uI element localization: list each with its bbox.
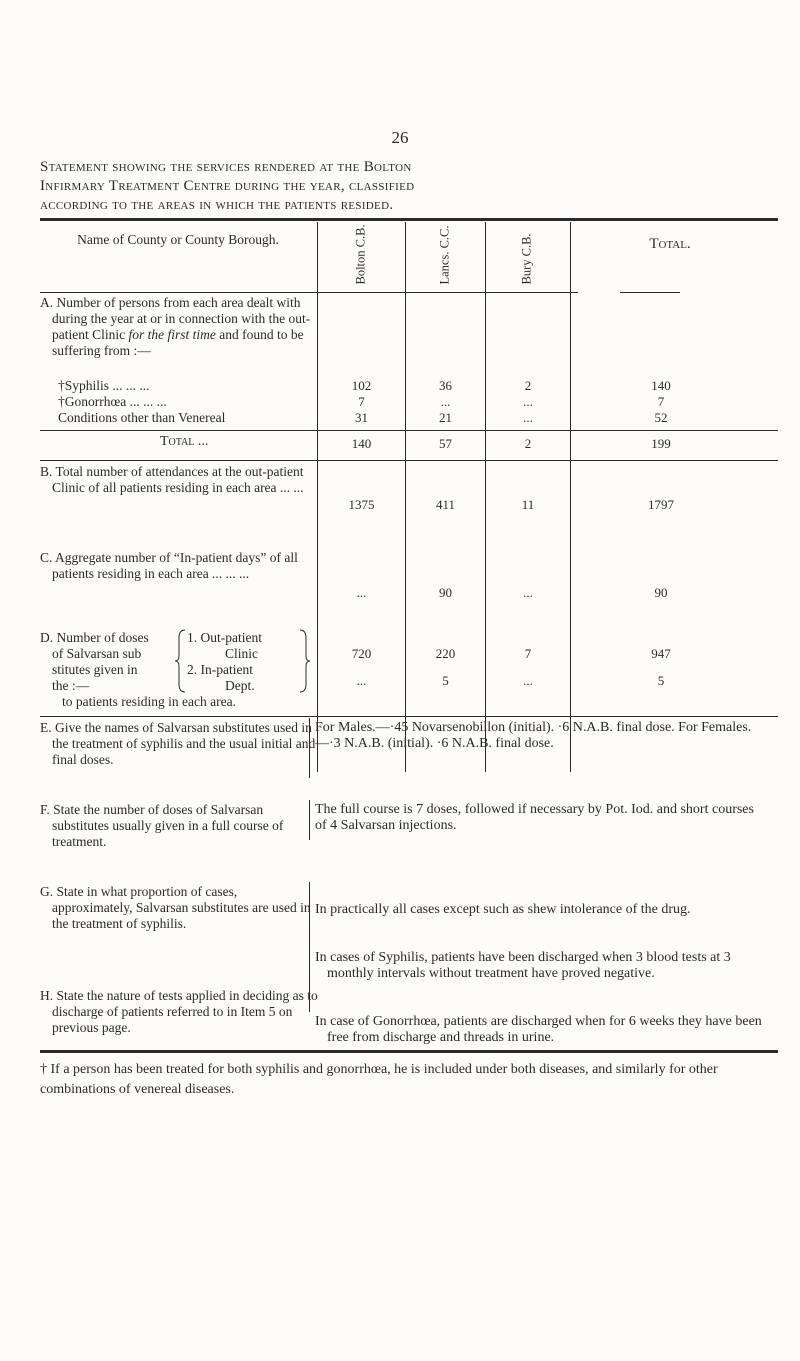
gonorrhoea-bury: ... xyxy=(523,394,533,409)
gonorrhoea-bolton: 7 xyxy=(358,394,365,409)
section-d-label-3: stitutes given in xyxy=(52,662,138,677)
table-bottom-rule xyxy=(40,1050,778,1053)
total-row-label: Total ... xyxy=(160,434,209,449)
sub2-label-b: Dept. xyxy=(225,678,255,693)
section-e-answer: For Males.—·45 Novarsenobillon (initial). ·6 N.A.B. final dose. For Females.—·3 N.A.B. (initial). ·6 N.A.B. final dose. xyxy=(315,720,752,751)
section-h-answer-syphilis: In cases of Syphilis, patients have been discharged when 3 blood tests at 3 monthly intervals without treatment have proved negative. xyxy=(315,950,731,981)
section-a-label: A. Number of persons from each area dealt with during the year at or in connection with the out-patient Clinic for the first time and found to be suffering from :— xyxy=(40,295,311,358)
outpatient-doses-lancs: 220 xyxy=(435,646,456,661)
outpatient-doses-total: 947 xyxy=(651,646,671,661)
other-bury: ... xyxy=(523,410,533,425)
section-d-rule xyxy=(40,716,778,717)
column-header-lancs: Lancs. C.C. xyxy=(437,225,452,285)
attendances-bolton: 1375 xyxy=(348,497,375,512)
inpatient-doses-bury: ... xyxy=(523,673,533,688)
attendances-total: 1797 xyxy=(648,497,674,512)
other-bolton: 31 xyxy=(355,410,368,425)
row-label-gonorrhoea: †Gonorrhœa ... ... ... xyxy=(58,394,167,409)
header-rule xyxy=(40,292,578,293)
right-brace-icon xyxy=(298,628,310,694)
section-d-label-end: to patients residing in each area. xyxy=(62,694,236,709)
sub2-label-a: 2. In-patient xyxy=(187,662,253,677)
total-bolton: 140 xyxy=(351,436,372,451)
syphilis-bury: 2 xyxy=(524,378,532,393)
row-label-syphilis: †Syphilis ... ... ... xyxy=(58,378,150,393)
outpatient-doses-bolton: 720 xyxy=(351,646,372,661)
section-a-rule xyxy=(40,430,778,431)
section-c-label: C. Aggregate number of “In-patient days” of all patients residing in each area ... ... ... xyxy=(40,550,298,581)
sub1-label-b: Clinic xyxy=(225,646,258,661)
total-lancs: 57 xyxy=(439,436,452,451)
section-h-question: H. State the nature of tests applied in deciding as to discharge of patients referred to in Item 5 on previous page. xyxy=(40,988,318,1035)
row-label-other-conditions: Conditions other than Venereal xyxy=(58,410,226,425)
table-top-rule xyxy=(40,218,778,221)
heading-line-2: Infirmary Treatment Centre during the year, classified xyxy=(40,178,415,194)
heading-line-1: Statement showing the services rendered at the Bolton xyxy=(40,159,412,175)
section-f-question: F. State the number of doses of Salvarsan substitutes usually given in a full course of treatment. xyxy=(40,802,284,849)
section-g-question: G. State in what proportion of cases, approximately, Salvarsan substitutes are used in the treatment of syphilis. xyxy=(40,884,311,931)
inpatient-days-bolton: ... xyxy=(356,585,367,600)
section-h-answer-gonorrhoea: In case of Gonorrhœa, patients are discharged when for 6 weeks they have been free from discharge and threads in urine. xyxy=(315,1014,762,1045)
footnote: † If a person has been treated for both syphilis and gonorrhœa, he is included under both diseases, and similarly for other combinations of venereal diseases. xyxy=(40,1062,718,1097)
total-bury: 2 xyxy=(524,436,532,451)
section-g-answer: In practically all cases except such as shew intolerance of the drug. xyxy=(315,902,691,917)
total-rule xyxy=(40,460,778,461)
page-number: 26 xyxy=(391,128,409,147)
outpatient-doses-bury: 7 xyxy=(524,646,532,661)
sub1-label-a: 1. Out-patient xyxy=(187,630,262,645)
total-total: 199 xyxy=(651,436,671,451)
header-rule-total xyxy=(620,292,680,293)
section-e-question: E. Give the names of Salvarsan substitutes used in the treatment of syphilis and the usual initial and final doses. xyxy=(40,720,316,767)
column-header-name: Name of County or County Borough. xyxy=(77,232,279,247)
heading-line-3: according to the areas in which the patients resided. xyxy=(40,197,394,213)
attendances-lancs: 411 xyxy=(435,497,456,512)
attendances-bury: 11 xyxy=(521,497,535,512)
section-d-label-2: of Salvarsan sub xyxy=(52,646,142,661)
other-total: 52 xyxy=(654,410,668,425)
left-brace-icon xyxy=(175,628,187,694)
statement-heading xyxy=(40,158,760,215)
section-f-answer: The full course is 7 doses, followed if necessary by Pot. Iod. and short courses of 4 Salvarsan injections. xyxy=(315,802,754,833)
inpatient-doses-total: 5 xyxy=(657,673,665,688)
syphilis-bolton: 102 xyxy=(351,378,372,393)
inpatient-doses-bolton: ... xyxy=(356,673,367,688)
inpatient-doses-lancs: 5 xyxy=(442,673,449,688)
syphilis-total: 140 xyxy=(651,378,671,393)
section-d-label-4: the :— xyxy=(52,678,90,693)
section-d-label-1: D. Number of doses xyxy=(40,630,149,645)
inpatient-days-total: 90 xyxy=(654,585,668,600)
syphilis-lancs: 36 xyxy=(439,378,452,393)
column-header-total: Total. xyxy=(649,236,691,252)
other-lancs: 21 xyxy=(439,410,452,425)
inpatient-days-bury: ... xyxy=(523,585,533,600)
section-b-label: B. Total number of attendances at the out-patient Clinic of all patients residing in each area ... ... xyxy=(40,464,304,495)
column-header-bury: Bury C.B. xyxy=(519,233,534,285)
gonorrhoea-lancs: ... xyxy=(440,394,451,409)
column-header-bolton: Bolton C.B. xyxy=(353,224,368,285)
inpatient-days-lancs: 90 xyxy=(439,585,452,600)
gonorrhoea-total: 7 xyxy=(657,394,665,409)
